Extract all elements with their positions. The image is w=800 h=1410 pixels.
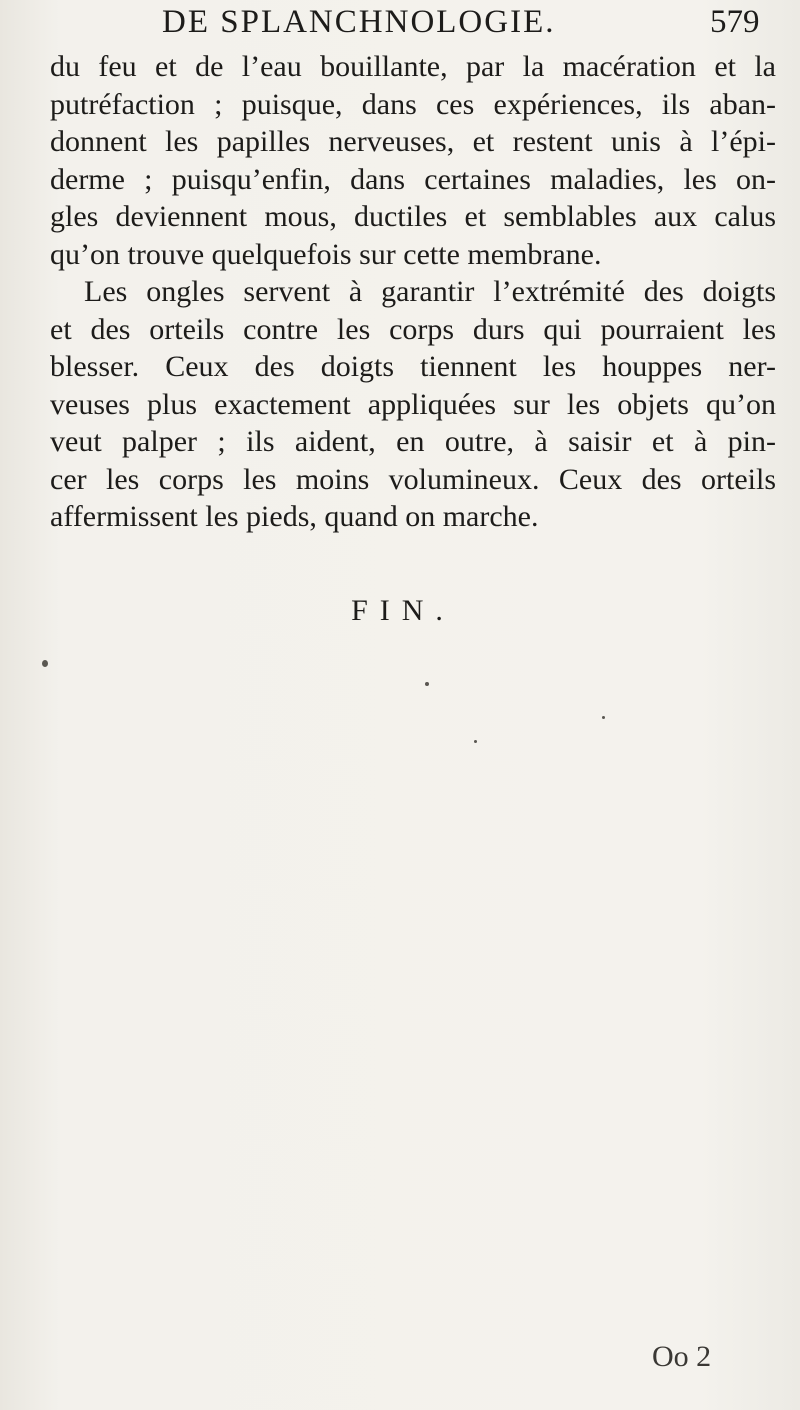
page-header [0, 4, 800, 44]
running-title: DE SPLANCHNOLOGIE. [162, 4, 556, 40]
text-line: putréfaction ; puisque, dans ces expériences, ils aban- [50, 87, 776, 121]
paragraph-start-line: Les ongles servent à garantir l’extrémité des doigts [84, 275, 776, 308]
signature-mark: Oo 2 [652, 1340, 712, 1373]
paper-speck [474, 740, 477, 743]
text-line: qu’on trouve quelquefois sur cette membrane. [50, 237, 602, 271]
text-line: et des orteils contre les corps durs qui pourraient les [50, 312, 776, 346]
paper-speck [425, 682, 429, 686]
page-number: 579 [710, 4, 760, 40]
text-line: gles deviennent mous, ductiles et semblables aux calus [50, 200, 776, 233]
text-line: du feu et de l’eau bouillante, par la macération et la [50, 50, 776, 83]
text-line: cer les corps les moins volumineux. Ceux des orteils [50, 462, 776, 496]
text-line: veuses plus exactement appliquées sur les objets qu’on [50, 387, 776, 421]
text-line: veut palper ; ils aident, en outre, à saisir et à pin- [50, 425, 776, 458]
text-line: derme ; puisqu’enfin, dans certaines maladies, les on- [50, 162, 776, 196]
fin-marker: FIN. [351, 594, 455, 627]
text-line: affermissent les pieds, quand on marche. [50, 500, 539, 533]
body-text [50, 48, 776, 536]
paper-speck [602, 716, 605, 719]
text-line: blesser. Ceux des doigts tiennent les houppes ner- [50, 350, 776, 383]
text-line: donnent les papilles nerveuses, et restent unis à l’épi- [50, 125, 776, 158]
paper-speck [42, 660, 48, 667]
